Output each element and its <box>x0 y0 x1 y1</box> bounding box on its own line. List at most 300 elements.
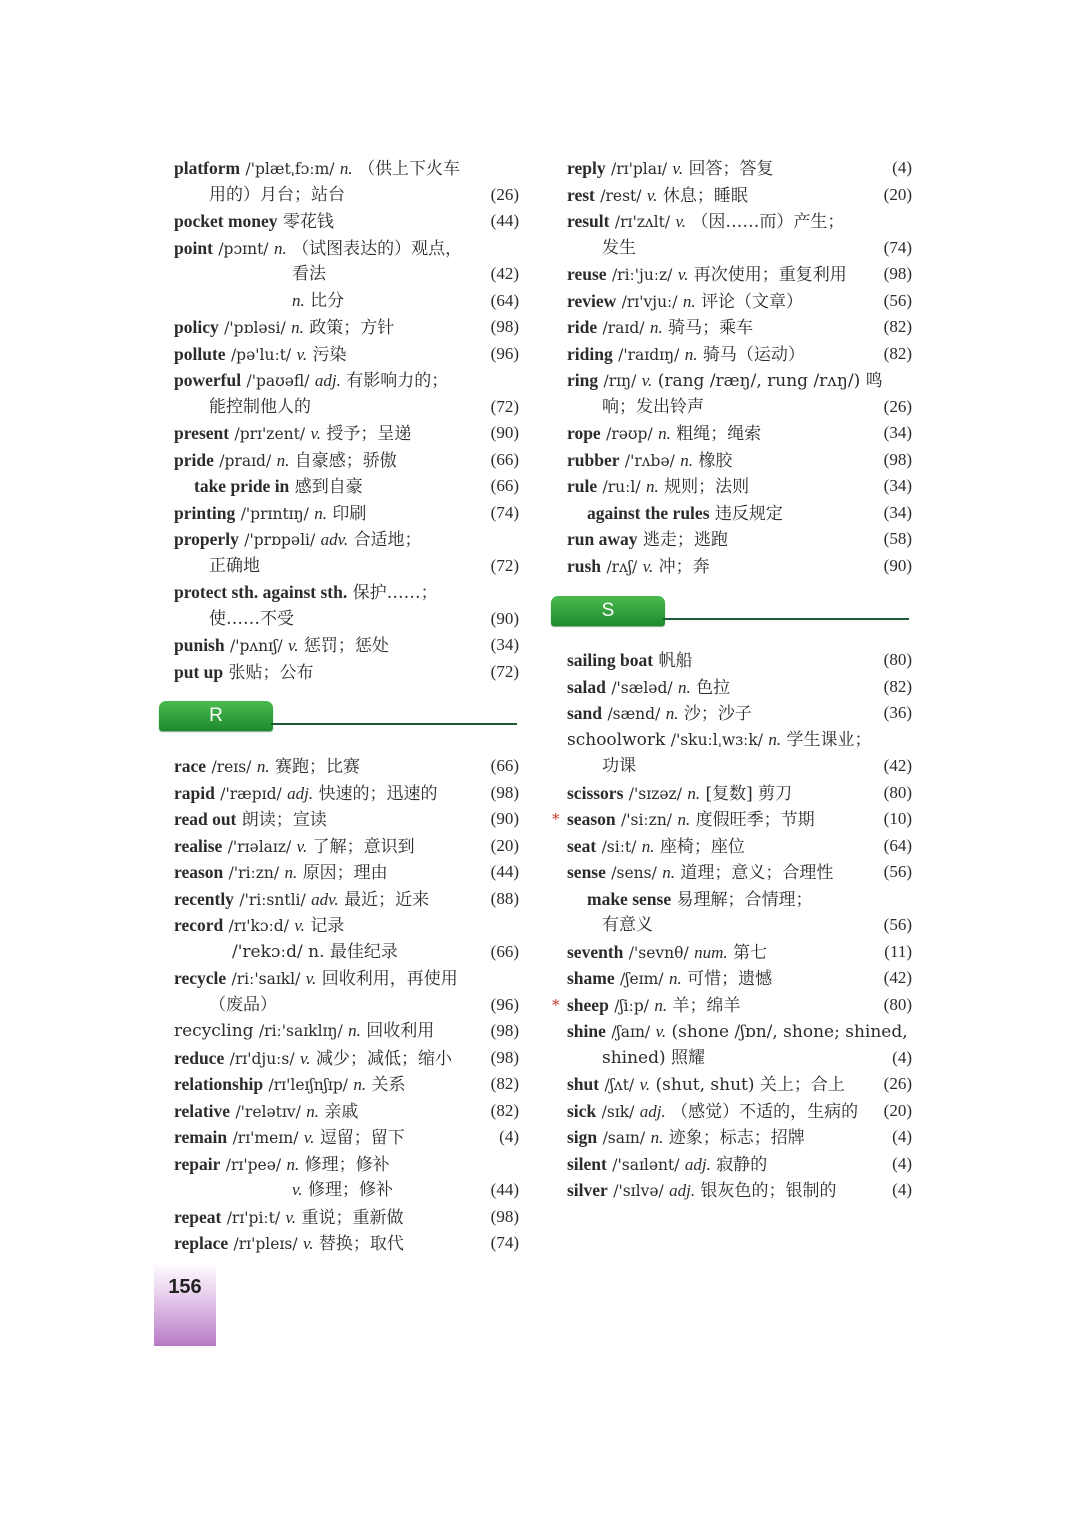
entry-text <box>567 1124 805 1152</box>
unit-page-ref: (98) <box>490 317 519 336</box>
headword: ride <box>567 317 598 337</box>
phonetic: /'raɪdɪŋ/ <box>618 345 680 364</box>
phonetic: /'skuːlˌwɜːk/ <box>670 730 763 749</box>
part-of-speech: v. <box>310 424 321 443</box>
entry-text <box>567 674 730 702</box>
unit-page-ref: (4) <box>892 1127 912 1146</box>
headword: pocket money <box>174 211 278 231</box>
glossary-entry <box>567 420 912 447</box>
unit-page-ref: (56) <box>883 862 912 881</box>
unit-page-ref: (20) <box>883 184 912 204</box>
definition: 记录 <box>310 916 345 936</box>
definition: 重说；重新做 <box>301 1207 404 1228</box>
part-of-speech: v. <box>302 1234 314 1253</box>
headword: recycle <box>174 968 227 988</box>
entry-text <box>174 1098 358 1126</box>
part-of-speech: n. <box>286 1154 300 1174</box>
asterisk-mark: * <box>552 810 560 828</box>
phonetic: /'sæləd/ <box>611 678 673 697</box>
glossary-entry <box>174 341 519 368</box>
section-r-gap <box>174 685 519 753</box>
unit-page-ref: (42) <box>883 756 912 775</box>
entry-text <box>567 912 653 939</box>
definition: 亲戚 <box>324 1101 359 1122</box>
definition: 寂静的 <box>716 1154 768 1175</box>
entry-text <box>567 780 792 808</box>
unit-page-ref: (90) <box>490 809 519 828</box>
definition: 惩罚；惩处 <box>303 636 389 656</box>
glossary-entry <box>174 912 519 939</box>
part-of-speech: v. <box>305 969 317 988</box>
unit-page-ref: (42) <box>883 968 912 987</box>
section-r-tab: R <box>159 701 273 731</box>
phonetic: /'pʌnɪʃ/ <box>230 637 283 655</box>
entry-text <box>567 473 749 501</box>
part-of-speech: n. <box>687 783 701 803</box>
part-of-speech: n. <box>654 995 668 1015</box>
entry-text <box>567 155 774 183</box>
headword: punish <box>174 635 225 655</box>
glossary-entry <box>174 182 519 209</box>
headword: protect sth. against sth. <box>174 582 348 602</box>
phonetic: /'relətɪv/ <box>235 1102 301 1121</box>
entry-text <box>174 341 347 369</box>
definition: 最近；近来 <box>344 889 430 910</box>
unit-page-ref: (4) <box>892 1180 912 1199</box>
entry-text <box>567 965 772 993</box>
entry-text <box>567 1151 767 1179</box>
glossary-entry <box>174 579 519 606</box>
entry-text <box>567 727 872 754</box>
phonetic: /riː'juːz/ <box>611 266 673 284</box>
definition: 违反规定 <box>714 503 783 524</box>
glossary-entry <box>174 314 519 341</box>
glossary-entry <box>174 1071 519 1098</box>
unit-page-ref: (72) <box>490 396 519 416</box>
entry-text <box>174 553 260 580</box>
right-column <box>552 155 912 1204</box>
glossary-entry <box>567 674 912 701</box>
entry-text <box>174 965 458 993</box>
right-r-entries <box>567 155 912 579</box>
entry-text <box>567 553 710 581</box>
part-of-speech: adj. <box>684 1154 711 1174</box>
entry-text <box>174 500 366 528</box>
definition: (shut, shut) 关上；合上 <box>655 1075 845 1095</box>
unit-page-ref: (26) <box>883 396 912 416</box>
entry-text <box>174 235 462 263</box>
headword: recycling <box>174 1021 254 1041</box>
part-of-speech: v. <box>296 344 308 364</box>
part-of-speech: adj. <box>314 371 341 390</box>
glossary-entry <box>567 912 912 939</box>
entry-text <box>174 420 411 448</box>
definition: 回收利用，再使用 <box>321 969 458 989</box>
glossary-entry <box>567 208 912 235</box>
phonetic: /'prɒpəli/ <box>244 531 316 549</box>
unit-page-ref: (80) <box>883 782 912 802</box>
definition: 易理解；合情理； <box>676 889 813 910</box>
headword: shine <box>567 1021 606 1041</box>
part-of-speech: v. <box>294 916 305 935</box>
glossary-entry <box>567 1045 912 1072</box>
unit-page-ref: (58) <box>883 529 912 548</box>
unit-page-ref: (64) <box>490 290 519 310</box>
unit-page-ref: (98) <box>883 264 912 283</box>
unit-page-ref: (34) <box>490 635 519 654</box>
phonetic: /prɪ'zent/ <box>234 425 306 443</box>
phonetic: /rɪ'kɔːd/ <box>228 917 289 935</box>
definition: 冲；奔 <box>658 556 710 577</box>
part-of-speech: v. <box>641 371 653 390</box>
phonetic: /ʃeɪm/ <box>620 970 664 988</box>
headword: point <box>174 237 213 258</box>
headword: platform <box>174 158 241 178</box>
part-of-speech: v. <box>296 836 308 856</box>
unit-page-ref: (82) <box>883 676 912 696</box>
definition: （试图表达的）观点， <box>292 238 463 259</box>
headword: repeat <box>174 1206 222 1227</box>
part-of-speech: n. <box>658 424 671 443</box>
entry-text <box>567 235 636 262</box>
definition: 第七 <box>733 942 768 963</box>
headword: sick <box>567 1100 597 1121</box>
entry-text <box>174 806 327 834</box>
glossary-entry <box>567 155 912 182</box>
part-of-speech: n. <box>649 318 663 337</box>
unit-page-ref: (4) <box>892 1153 912 1173</box>
definition: 关系 <box>371 1075 406 1095</box>
entry-text <box>174 288 344 315</box>
headword: relationship <box>174 1074 264 1094</box>
definition: 沙；沙子 <box>683 704 752 724</box>
glossary-entry <box>552 992 912 1019</box>
phonetic: /rɪ'meɪn/ <box>232 1129 299 1147</box>
entry-text <box>174 753 360 781</box>
phonetic: /rɪŋ/ <box>603 372 637 390</box>
unit-page-ref: (82) <box>883 317 912 336</box>
section-s-rule <box>663 618 909 620</box>
unit-page-ref: (26) <box>490 184 519 204</box>
definition: 替换；取代 <box>318 1234 404 1254</box>
phonetic: /rɪ'pleɪs/ <box>233 1235 298 1253</box>
glossary-entry <box>567 859 912 886</box>
glossary-entry <box>567 314 912 341</box>
headword: sense <box>567 862 606 882</box>
headword: read out <box>174 809 237 829</box>
unit-page-ref: (26) <box>883 1074 912 1093</box>
glossary-entry <box>174 606 519 633</box>
part-of-speech: adj. <box>287 783 314 803</box>
part-of-speech: v. <box>642 556 654 576</box>
entry-text <box>567 806 815 834</box>
phonetic: /ʃaɪn/ <box>611 1023 651 1041</box>
glossary-entry <box>567 727 912 754</box>
glossary-entry <box>567 341 912 368</box>
definition: 评论（文章） <box>701 291 804 312</box>
unit-page-ref: (90) <box>883 555 912 575</box>
unit-page-ref: (4) <box>499 1127 519 1146</box>
headword: reuse <box>567 264 607 284</box>
glossary-entry <box>567 647 912 674</box>
glossary-entry <box>174 859 519 886</box>
glossary-entry <box>174 992 519 1019</box>
unit-page-ref: (11) <box>884 941 912 961</box>
headword: season <box>567 809 616 829</box>
glossary-entry <box>174 208 519 235</box>
glossary-entry <box>174 886 519 913</box>
entry-text <box>567 886 813 914</box>
headword: rapid <box>174 782 215 803</box>
definition: 修理；修补 <box>304 1154 390 1175</box>
part-of-speech: adj. <box>639 1101 666 1121</box>
glossary-entry <box>567 394 912 421</box>
part-of-speech: n. <box>348 1021 361 1040</box>
glossary-entry <box>567 235 912 262</box>
definition-continued: /'rekɔːd/ n. 最佳纪录 <box>232 941 398 962</box>
definition-continued: 比分 <box>310 290 345 311</box>
headword: sand <box>567 703 603 723</box>
headword: sign <box>567 1127 598 1147</box>
phonetic: /pɔɪnt/ <box>218 239 269 258</box>
definition: 回答；答复 <box>688 159 774 179</box>
entry-text <box>174 780 438 808</box>
unit-page-ref: (80) <box>883 994 912 1014</box>
definition: 再次使用；重复利用 <box>693 265 847 285</box>
definition: 自豪感；骄傲 <box>294 450 397 471</box>
entry-text <box>567 1018 908 1046</box>
part-of-speech: n. <box>353 1075 367 1094</box>
part-of-speech: n. <box>314 503 327 523</box>
part-of-speech: v. <box>646 185 658 205</box>
phonetic: /rɪ'plaɪ/ <box>610 160 668 178</box>
unit-page-ref: (66) <box>490 476 519 495</box>
glossary-entry <box>174 780 519 807</box>
part-of-speech: n. <box>284 863 298 882</box>
definition: 有影响力的； <box>346 371 449 391</box>
glossary-entry <box>567 526 912 553</box>
part-of-speech: n. <box>339 159 353 178</box>
headword: rope <box>567 423 601 443</box>
entry-text <box>174 473 363 501</box>
glossary-entry <box>174 367 519 394</box>
phonetic: /'siːzn/ <box>621 811 673 829</box>
part-of-speech: n. <box>665 704 679 723</box>
unit-page-ref: (82) <box>490 1074 519 1093</box>
glossary-entry <box>174 1151 519 1178</box>
headword: put up <box>174 661 224 682</box>
headword: record <box>174 915 224 935</box>
glossary-entry <box>174 1177 519 1204</box>
entry-text <box>567 341 805 369</box>
glossary-entry <box>567 965 912 992</box>
definition-continued: （废品） <box>209 994 277 1015</box>
unit-page-ref: (4) <box>892 158 912 177</box>
glossary-entry <box>174 261 519 288</box>
entry-text <box>174 367 448 395</box>
unit-page-ref: (56) <box>883 290 912 310</box>
entry-text <box>174 314 394 342</box>
headword: shut <box>567 1074 600 1094</box>
definition: 印刷 <box>332 503 367 524</box>
part-of-speech: n. <box>768 729 782 749</box>
entry-text <box>567 1098 858 1126</box>
glossary-entry <box>174 155 519 182</box>
entry-text <box>174 208 334 236</box>
phonetic: /'riːzn/ <box>228 864 280 882</box>
definition: 张贴；公布 <box>228 662 314 683</box>
headword: salad <box>567 676 606 697</box>
unit-page-ref: (82) <box>883 343 912 363</box>
definition: 快速的；迅速的 <box>318 783 438 804</box>
entry-text <box>567 420 761 448</box>
phonetic: /siːt/ <box>601 837 637 856</box>
part-of-speech: v. <box>639 1075 651 1094</box>
unit-page-ref: (44) <box>490 862 519 881</box>
unit-page-ref: (66) <box>490 449 519 469</box>
headword: reason <box>174 862 224 882</box>
glossary-entry <box>174 632 519 659</box>
entry-text <box>567 394 704 421</box>
section-r-rule <box>271 723 517 725</box>
entry-text <box>174 886 429 914</box>
section-s-header <box>551 596 911 628</box>
entry-text <box>174 912 344 940</box>
glossary-entry <box>174 1098 519 1125</box>
phonetic: /pə'luːt/ <box>230 345 292 364</box>
definition-continued: 功课 <box>602 756 636 776</box>
headword: recently <box>174 888 234 909</box>
phonetic: /rɪ'leɪʃnʃɪp/ <box>268 1076 348 1094</box>
part-of-speech: v. <box>303 1128 315 1147</box>
definition: 朗读；宣读 <box>241 810 327 830</box>
left-p-entries <box>174 155 519 685</box>
unit-page-ref: (74) <box>883 237 912 257</box>
glossary-entry <box>567 1018 912 1045</box>
entry-text <box>567 208 844 236</box>
part-of-speech: n. <box>645 477 659 496</box>
unit-page-ref: (20) <box>883 1100 912 1120</box>
entry-text <box>174 182 345 209</box>
phonetic: /'ræpɪd/ <box>220 784 282 803</box>
headword: riding <box>567 343 613 364</box>
entry-text <box>174 992 277 1019</box>
unit-page-ref: (34) <box>883 476 912 495</box>
headword: rest <box>567 184 595 205</box>
phonetic: /sens/ <box>611 864 657 882</box>
entry-text <box>174 606 294 633</box>
part-of-speech: n. <box>668 969 682 988</box>
unit-page-ref: (98) <box>490 1021 519 1040</box>
entry-text <box>174 1204 403 1232</box>
headword: schoolwork <box>567 729 666 750</box>
entry-text <box>174 526 422 554</box>
unit-page-ref: (44) <box>490 1180 519 1199</box>
headword: pollute <box>174 343 226 364</box>
unit-page-ref: (90) <box>490 423 519 442</box>
part-of-speech: n. <box>273 238 287 258</box>
headword: scissors <box>567 782 624 803</box>
headword: powerful <box>174 370 242 390</box>
phonetic: /'riːsntli/ <box>239 890 306 909</box>
part-of-speech: v. <box>287 636 299 655</box>
definition: (rang /ræŋ/, rung /rʌŋ/) 鸣 <box>657 371 883 391</box>
definition-continued: 看法 <box>292 264 326 284</box>
headword: properly <box>174 529 239 549</box>
part-of-speech: n. <box>291 318 304 337</box>
phonetic: /raɪd/ <box>602 319 645 337</box>
definition: 道理；意义；合理性 <box>680 863 834 883</box>
definition: 保护……； <box>352 583 438 603</box>
part-of-speech: n. <box>276 450 290 470</box>
unit-page-ref: (90) <box>490 608 519 628</box>
headword: rubber <box>567 449 620 470</box>
phonetic: /rest/ <box>600 186 642 205</box>
part-of-speech: adv. <box>311 889 339 909</box>
unit-page-ref: (4) <box>892 1047 912 1067</box>
phonetic: /praɪd/ <box>219 451 272 470</box>
part-of-speech: n. <box>306 1101 319 1121</box>
definition: 感到自豪 <box>294 477 363 497</box>
entry-text <box>567 500 783 528</box>
unit-page-ref: (42) <box>490 264 519 283</box>
phonetic: /ruːl/ <box>602 478 641 496</box>
entry-text <box>174 579 438 607</box>
entry-text <box>567 1177 837 1205</box>
definition: 帆船 <box>658 651 693 671</box>
unit-page-ref: (98) <box>490 1206 519 1226</box>
part-of-speech: n. <box>678 677 691 697</box>
definition: 学生课业； <box>786 729 872 750</box>
headword: reply <box>567 158 606 178</box>
headword: printing <box>174 502 236 523</box>
glossary-entry <box>174 447 519 474</box>
entry-text <box>174 1018 434 1045</box>
part-of-speech: n. <box>650 1128 664 1147</box>
unit-page-ref: (74) <box>490 1233 519 1252</box>
entry-text <box>567 753 636 780</box>
part-of-speech: v. <box>285 1207 297 1227</box>
entry-text <box>567 1045 705 1072</box>
phonetic: /rɪ'vjuː/ <box>621 292 678 311</box>
entry-text <box>567 526 728 554</box>
unit-page-ref: (96) <box>490 343 519 363</box>
entry-text <box>567 288 803 316</box>
headword: seat <box>567 835 597 856</box>
definition: 零花钱 <box>282 212 334 232</box>
phonetic: /sænd/ <box>607 705 661 723</box>
phonetic: /'sevnθ/ <box>628 943 689 962</box>
definition: 逗留；留下 <box>319 1128 405 1148</box>
entry-text <box>567 261 847 289</box>
left-r-entries <box>174 753 519 1257</box>
definition: [复数] 剪刀 <box>705 783 793 804</box>
entry-text <box>174 833 415 861</box>
unit-page-ref: (44) <box>490 211 519 230</box>
headword: sailing boat <box>567 650 654 670</box>
part-of-speech: n. <box>641 836 655 856</box>
entry-text <box>174 939 398 966</box>
unit-page-ref: (20) <box>490 835 519 855</box>
entry-text <box>567 939 767 967</box>
definition: 骑马（运动） <box>702 344 805 365</box>
headword: seventh <box>567 941 624 962</box>
glossary-entry <box>552 806 912 833</box>
part-of-speech: n. <box>662 863 675 882</box>
glossary-entry <box>174 420 519 447</box>
unit-page-ref: (88) <box>490 888 519 908</box>
definition: 羊；绵羊 <box>672 995 741 1016</box>
